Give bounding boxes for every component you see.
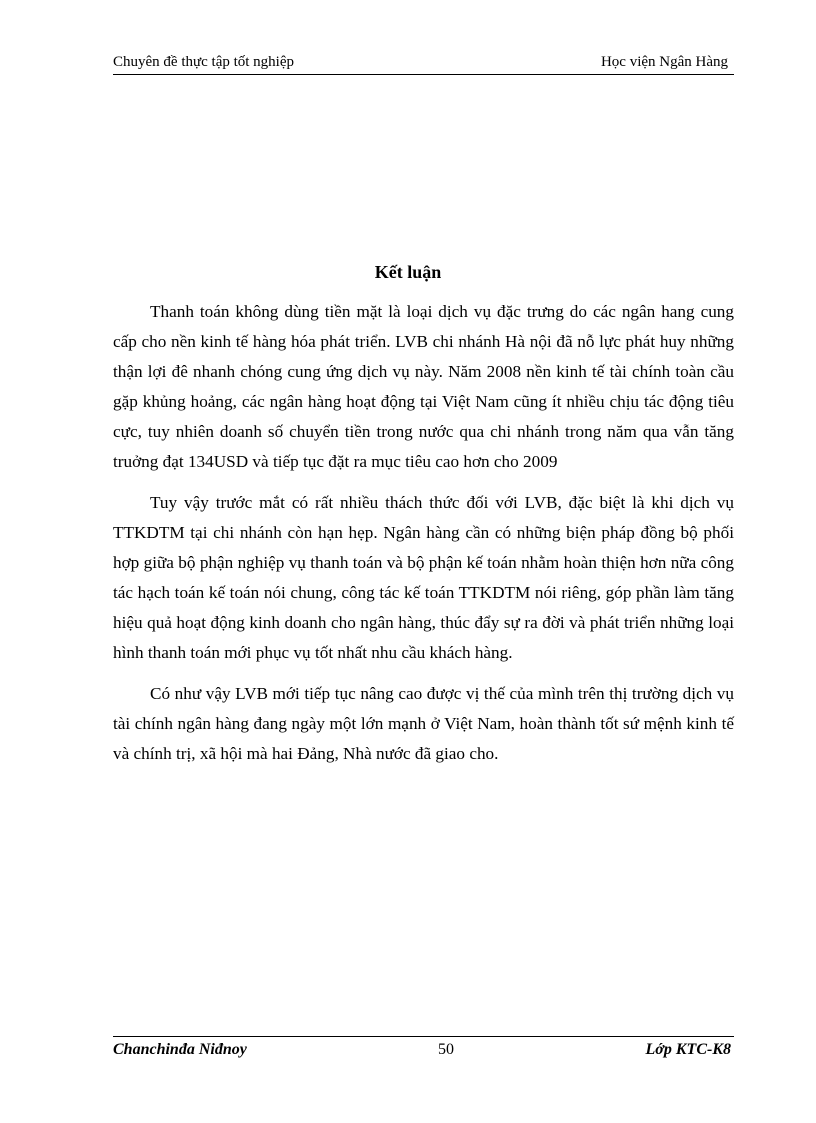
footer-author: Chanchinđa Niđnoy: [113, 1041, 247, 1058]
header-institution: Học viện Ngân Hàng: [600, 54, 728, 70]
page-header: [113, 52, 734, 75]
paragraph: Có như vậy LVB mới tiếp tục nâng cao được vị thế của mình trên thị trường dịch vụ tài chính ngân hàng đang ngày một lớn mạnh ở Việt Nam, hoàn thành tốt sứ mệnh kinh tế và chính trị, xã hội mà hai Đảng, Nhà nước đã giao cho.: [113, 684, 734, 763]
paragraph: Thanh toán không dùng tiền mặt là loại dịch vụ đặc trưng do các ngân hang cung cấp cho nền kinh tế hàng hóa phát triển. LVB chi nhánh Hà nội đã nỗ lực phát huy những thận lợi đê nhanh chóng cung ứng dịch vụ này. Năm 2008 nền kinh tế tài chính toàn cầu gặp khủng hoảng, các ngân hàng hoạt động tại Việt Nam cũng ít nhiều chịu tác động tiêu cực, tuy nhiên doanh số chuyển tiền trong nước qua chi nhánh trong năm qua vẫn tăng truởng đạt 134USD và tiếp tục đặt ra mục tiêu cao hơn cho 2009: [113, 302, 734, 471]
page-footer: [113, 1036, 734, 1067]
section-title: Kết luận: [374, 262, 442, 282]
footer-class: Lớp KTC-K8: [645, 1041, 731, 1058]
paragraph: Tuy vậy trước mắt có rất nhiều thách thức đối với LVB, đặc biệt là khi dịch vụ TTKDTM tại chi nhánh còn hạn hẹp. Ngân hàng cần có những biện pháp đồng bộ phối hợp giữa bộ phận nghiệp vụ thanh toán và bộ phận kế toán nhằm hoàn thiện hơn nữa công tác hạch toán kế toán nói chung, công tác kế toán TTKDTM nói riêng, góp phần làm tăng hiệu quả hoạt động kinh doanh cho ngân hàng, thúc đẩy sự ra đời và phát triển những loại hình thanh toán mới phục vụ tốt nhất nhu cầu khách hàng.: [113, 493, 734, 662]
header-doc-type: Chuyên đề thực tập tốt nghiệp: [113, 54, 295, 70]
body-text: [113, 297, 734, 780]
page-number: 50: [438, 1041, 454, 1058]
